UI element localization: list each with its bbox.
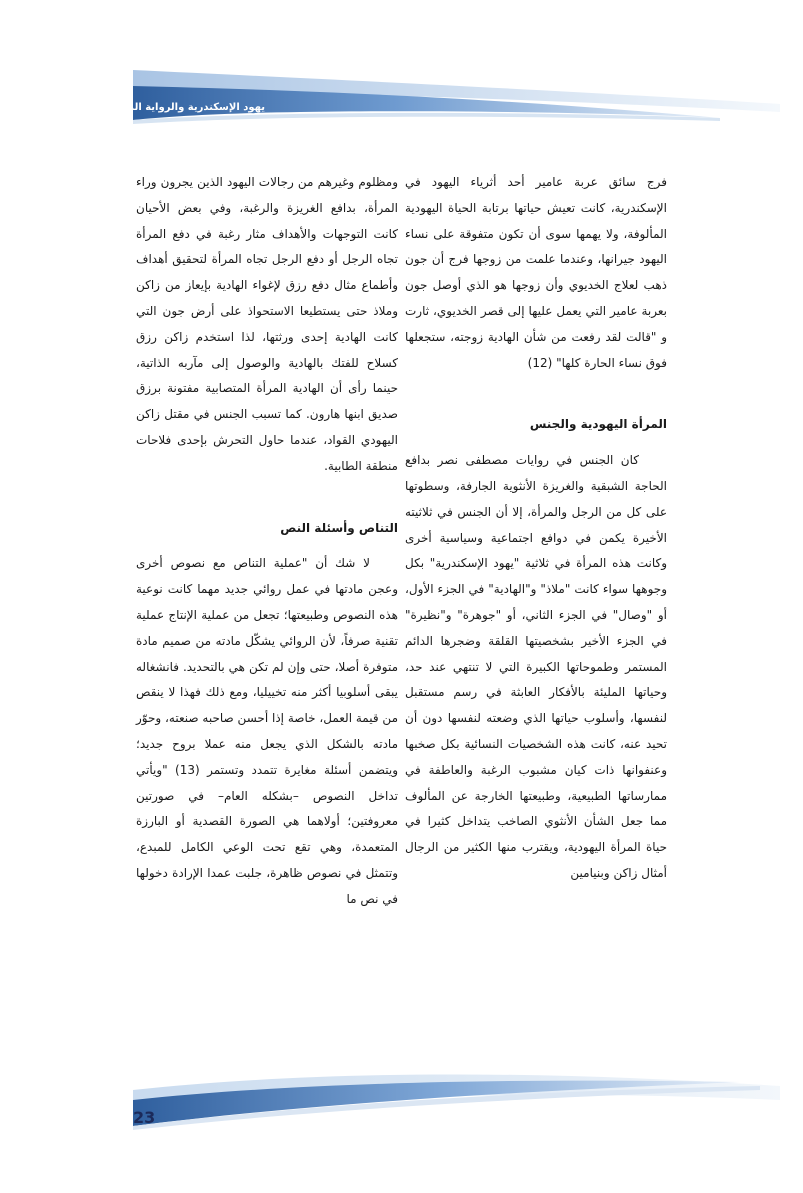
footer-wave-graphic: [0, 1060, 803, 1193]
page-number: 23: [133, 1108, 156, 1127]
paragraph: لا شك أن "عملية التناص مع نصوص أخرى وعجن مادتها في عمل روائي جديد مهما كانت نوعية هذه النصوص وطبيعتها؛ تجعل من عملية الإنتاج عملية تقنية صرفاً، لأن الروائي يشكّل مادته من صميم مادة متوفرة أصلا، حتى وإن لم تكن هي بالتحديد. فانشغاله يبقى أسلوبيا أكثر منه تخييليا، ومع ذلك فهذا لا ينقص من قيمة العمل، خاصة إذا أحسن صاحبه صنعته، وحوّر مادته بالشكل الذي يجعل منه عملا بروح جديد؛ ويتضمن أسئلة مغايرة تتمدد وتستمر (13) "ويأتي تداخل النصوص –بشكله العام– في صورتين معروفتين؛ أولاهما هي الصورة القصدية أو البارزة المتعمدة، وهي تقع تحت الوعي الكامل للمبدع، وتتمثل في نصوص ظاهرة، جلبت عمدا الإرادة دخولها في نص ما: [136, 556, 398, 906]
right-column: [405, 170, 667, 887]
paragraph: كان الجنس في روايات مصطفى نصر بدافع الحاجة الشبقية والغريزة الأنثوية الجارفة، وسطوتها على كل من الرجل والمرأة، إلا أن الجنس في ثلاثيته الأخيرة يكمن في دوافع اجتماعية وسياسية أخرى وكانت هذه المرأة في ثلاثية "يهود الإسكندرية" بكل وجوهها سواء كانت "ملاذ" و"الهادية" في الجزء الأول، أو "وصال" في الجزء الثاني، أو "جوهرة" و"نظيرة" في الجزء الأخير بشخصيتها القلقة وضجرها الدائم المستمر وطموحاتها الكبيرة التي لا تنتهي عند حد، وحياتها المليئة بالأفكار العابثة في رسم مستقبل لنفسها، وأسلوب حياتها الذي وضعته لنفسها دون أن تحيد عنه، كانت هذه الشخصيات النسائية بكل صخبها وعنفوانها ذات كيان مشبوب الرغبة والعاطفة في ممارساتها الطبيعية، وطبيعتها الخارجة عن المألوف مما جعل الشأن الأنثوي الصاخب يتداخل كثيرا في حياة المرأة اليهودية، ويقترب منها الكثير من الرجال أمثال زاكن وبنيامين: [405, 453, 667, 880]
header-band: [0, 0, 803, 150]
paragraph: فرج سائق عربة عامير أحد أثرياء اليهود في الإسكندرية، كانت تعيش حياتها برتابة الحياة اليهودية المألوفة، ولا يهمها سوى أن تكون متفوقة على نساء اليهود جيرانها، وعندما علمت من زوجها فرج أن جون ذهب لعلاج الخديوي وأن زوجها هو الذي أوصل جون بعربة عامير التي يعمل عليها إلى قصر الخديوي، ثارت و "قالت لقد رفعت من شأن الهادية زوجته، ستجعلها فوق نساء الحارة كلها" (12): [405, 175, 667, 370]
section-heading: المرأة اليهودية والجنس: [529, 417, 667, 432]
paragraph: ومظلوم وغيرهم من رجالات اليهود الذين يجرون وراء المرأة، بدافع الغريزة والرغبة، وفي بعض الأحيان كانت التوجهات والأهداف مثار رغبة في دفع المرأة تجاه الرجل أو دفع الرجل تجاه المرأة لتحقيق أهداف وأطماع مثال دفع رزق لإغواء الهادية بإيعاز من زاكن وملاذ حتى يستطيعا الاستحواذ على أرض جون التي كانت الهادية إحدى ورثتها، لذا استخدم زاكن رزق كسلاح للفتك بالهادية والوصول إلى مآربه الذاتية، حينما رأى أن الهادية المرأة المتصابية مفتونة برزق صديق ابنها هارون. كما تسبب الجنس في مقتل زاكن اليهودي القواد، عندما حاول التحرش بإحدى فلاحات منطقة الطابية.: [136, 175, 398, 473]
left-column: [136, 170, 398, 913]
running-title: يهود الإسكندرية والرواية المصرية: [101, 102, 265, 113]
footer-band: [0, 1060, 803, 1193]
section-heading: التناص وأسئلة النص: [280, 520, 398, 535]
header-wave-graphic: [0, 0, 803, 150]
